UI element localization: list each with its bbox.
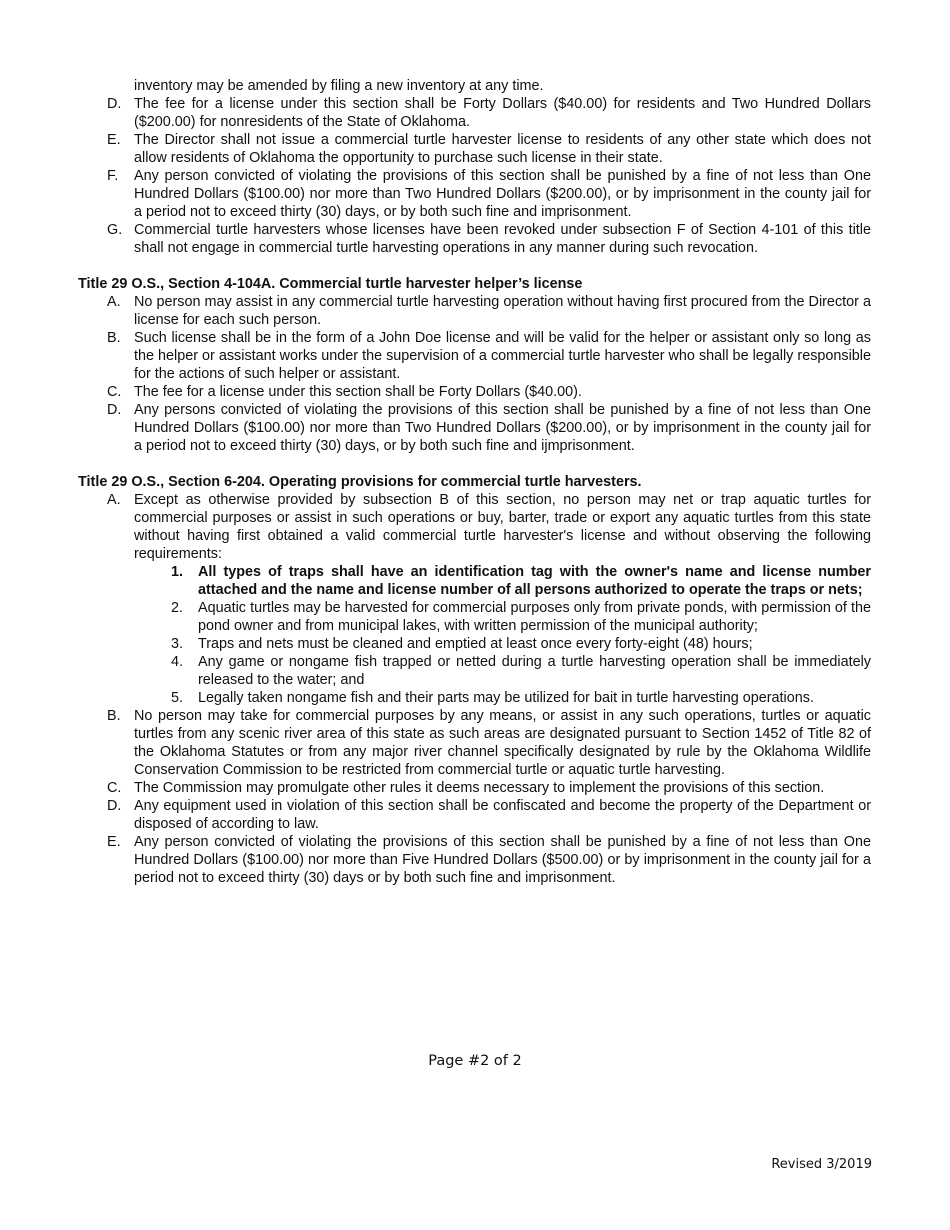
list-marker: 2. bbox=[171, 600, 184, 616]
list-marker: A. bbox=[107, 294, 121, 310]
requirement-item-4 bbox=[78, 653, 871, 689]
list-item-text: Any person convicted of violating the provisions of this section shall be punished by a fine of not less than One Hundred Dollars ($100.00) nor more than Two Hundred Dollars ($200.00), or by imprisonment in the county jail for a period not to exceed thirty (30) days, or by both such fine and imprisonment. bbox=[134, 168, 871, 220]
list-marker: C. bbox=[107, 384, 122, 400]
list-item-text: The fee for a license under this section shall be Forty Dollars ($40.00). bbox=[134, 384, 582, 400]
requirement-item-3 bbox=[78, 635, 871, 653]
list-item-text: Commercial turtle harvesters whose licenses have been revoked under subsection F of Section 4-101 of this title shall not engage in commercial turtle harvesting operations in any manner during such revocation. bbox=[134, 222, 871, 256]
section-heading-6-204: Title 29 O.S., Section 6-204. Operating provisions for commercial turtle harvesters. bbox=[78, 474, 642, 490]
list-item-text: No person may assist in any commercial turtle harvesting operation without having first procured from the Director a license for each such person. bbox=[134, 294, 871, 328]
list-item-text: The Commission may promulgate other rules it deems necessary to implement the provisions of this section. bbox=[134, 780, 825, 796]
requirement-item-5 bbox=[78, 689, 871, 707]
list-item-text: Legally taken nongame fish and their parts may be utilized for bait in turtle harvesting operations. bbox=[198, 690, 814, 706]
list-marker: 1. bbox=[171, 564, 184, 580]
list-item-text: Any persons convicted of violating the provisions of this section shall be punished by a fine of not less than One Hundred Dollars ($100.00) nor more than Two Hundred Dollars ($200.00), or by imprisonment in the county jail for a period not to exceed thirty (30) days, or by both such fine and ijmprisonment. bbox=[134, 402, 871, 454]
list-marker: 4. bbox=[171, 654, 184, 670]
list-marker: E. bbox=[107, 132, 121, 148]
list-item-text: The Director shall not issue a commercial turtle harvester license to residents of any other state which does not allow residents of Oklahoma the opportunity to purchase such license in their state. bbox=[134, 132, 871, 166]
list-marker: C. bbox=[107, 780, 122, 796]
list-marker: D. bbox=[107, 798, 122, 814]
list-item-c bbox=[78, 779, 871, 797]
list-item-text: Except as otherwise provided by subsection B of this section, no person may net or trap aquatic turtles for commercial purposes or assist in such operations or buy, barter, trade or export any aquatic turtles from this state without having first obtained a valid commercial turtle harvester's license and without observing the following requirements: bbox=[134, 492, 871, 562]
list-item-text: Any equipment used in violation of this section shall be confiscated and become the property of the Department or disposed of according to law. bbox=[134, 798, 871, 832]
list-marker: B. bbox=[107, 708, 121, 724]
document-body bbox=[78, 77, 871, 887]
list-item-d bbox=[78, 95, 871, 131]
list-marker: A. bbox=[107, 492, 121, 508]
list-marker: D. bbox=[107, 402, 122, 418]
list-item-b bbox=[78, 707, 871, 779]
continuation-text: inventory may be amended by filing a new inventory at any time. bbox=[134, 78, 544, 94]
list-marker: E. bbox=[107, 834, 121, 850]
list-item-c bbox=[78, 383, 871, 401]
requirement-item-2 bbox=[78, 599, 871, 635]
list-item-e bbox=[78, 131, 871, 167]
list-item-text: All types of traps shall have an identification tag with the owner's name and license number attached and the name and license number of all persons authorized to operate the traps or nets; bbox=[198, 564, 871, 598]
list-item-f bbox=[78, 167, 871, 221]
list-item-text: No person may take for commercial purposes by any means, or assist in any such operations, turtles or aquatic turtles from any scenic river area of this state as such areas are designated pursuant to Section 1452 of Title 82 of the Oklahoma Statutes or from any major river channel specifically designated by rule by the Oklahoma Wildlife Conservation Commission to be restricted from commercial turtle or aquatic turtle harvesting. bbox=[134, 708, 871, 778]
page-number: Page #2 of 2 bbox=[428, 1053, 522, 1069]
section-heading-4-104a: Title 29 O.S., Section 4-104A. Commercial turtle harvester helper’s license bbox=[78, 276, 583, 292]
list-item-text: Such license shall be in the form of a John Doe license and will be valid for the helper or assistant only so long as the helper or assistant works under the supervision of a commercial turtle harvester who shall be legally responsible for the actions of such helper or assistant. bbox=[134, 330, 871, 382]
list-marker: F. bbox=[107, 168, 119, 184]
list-item-text: Traps and nets must be cleaned and emptied at least once every forty-eight (48) hours; bbox=[198, 636, 753, 652]
list-item-d bbox=[78, 401, 871, 455]
list-marker: D. bbox=[107, 96, 122, 112]
list-item-text: Any person convicted of violating the provisions of this section shall be punished by a fine of not less than One Hundred Dollars ($100.00) nor more than Five Hundred Dollars ($500.00) or by imprisonment in the county jail for a period not to exceed thirty (30) days or by both such fine and imprisonment. bbox=[134, 834, 871, 886]
list-item-d bbox=[78, 797, 871, 833]
revision-date: Revised 3/2019 bbox=[771, 1157, 872, 1172]
list-marker: B. bbox=[107, 330, 121, 346]
list-item-text: The fee for a license under this section shall be Forty Dollars ($40.00) for residents and Two Hundred Dollars ($200.00) for nonresidents of the State of Oklahoma. bbox=[134, 96, 871, 130]
list-item-g bbox=[78, 221, 871, 257]
list-marker: 5. bbox=[171, 690, 184, 706]
list-item-text: Aquatic turtles may be harvested for commercial purposes only from private ponds, with permission of the pond owner and from municipal lakes, with written permission of the municipal authority; bbox=[198, 600, 871, 634]
list-marker: 3. bbox=[171, 636, 184, 652]
list-item-text: Any game or nongame fish trapped or netted during a turtle harvesting operation shall be immediately released to the water; and bbox=[198, 654, 871, 688]
requirement-item-1 bbox=[78, 563, 871, 599]
list-item-e bbox=[78, 833, 871, 887]
list-item-a bbox=[78, 491, 871, 563]
list-marker: G. bbox=[107, 222, 123, 238]
list-item-a bbox=[78, 293, 871, 329]
list-item-b bbox=[78, 329, 871, 383]
